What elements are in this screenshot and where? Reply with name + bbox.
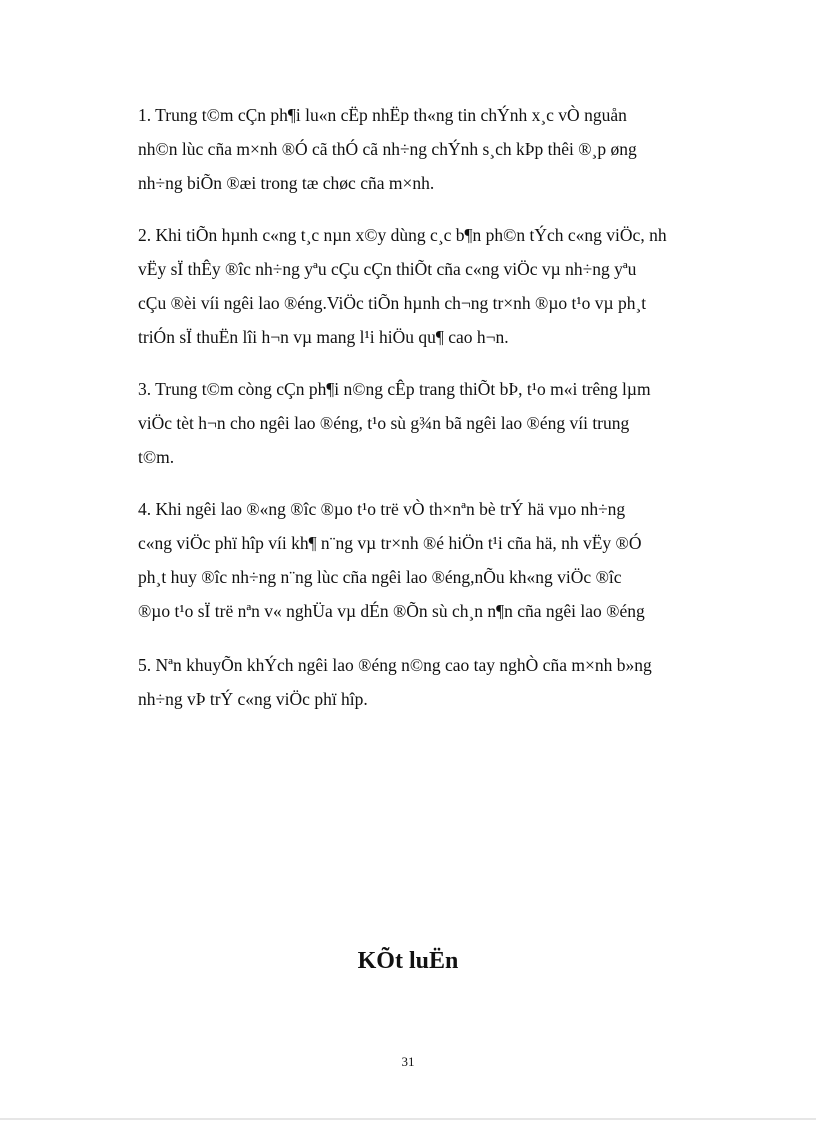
section-heading: KÕt luËn xyxy=(357,948,459,974)
page-number: 31 xyxy=(401,1054,415,1069)
paragraph-line: nh÷ng biÕn ®æi trong tæ chøc cña m×nh. xyxy=(138,173,435,193)
paragraph-line: triÓn sÏ thuËn lîi h¬n vµ mang l¹i hiÖu qu¶ cao h¬n. xyxy=(138,327,509,347)
paragraph-line: nh©n lùc cña m×nh ®Ó cã thÓ cã nh÷ng chÝnh s¸ch kÞp thêi ®¸p øng xyxy=(138,139,637,159)
paragraph-line: 3. Trung t©m còng cÇn ph¶i n©ng cÊp trang thiÕt bÞ, t¹o m«i trêng lµm xyxy=(138,379,651,399)
paragraph-line: cÇu ®èi víi ngêi lao ®éng.ViÖc tiÕn hµnh ch¬ng tr×nh ®µo t¹o vµ ph¸t xyxy=(138,293,647,313)
paragraph-3 xyxy=(138,372,716,474)
paragraph-line: viÖc tèt h¬n cho ngêi lao ®éng, t¹o sù g¾n bã ngêi lao ®éng víi trung xyxy=(138,413,630,433)
paragraph-2 xyxy=(138,218,716,354)
paragraph-line: t©m. xyxy=(138,447,175,467)
paragraph-line: 1. Trung t©m cÇn ph¶i lu«n cËp nhËp th«ng tin chÝnh x¸c vÒ nguån xyxy=(138,105,627,125)
paragraph-line: c«ng viÖc phï hîp víi kh¶ n¨ng vµ tr×nh ®é hiÖn t¹i cña hä, nh vËy ®Ó xyxy=(138,533,642,553)
page-bottom-edge xyxy=(0,1118,816,1120)
paragraph-line: vËy sÏ thÊy ®îc nh÷ng yªu cÇu cÇn thiÕt cña c«ng viÖc vµ nh÷ng yªu xyxy=(138,259,637,279)
paragraph-line: ®µo t¹o sÏ trë nªn v« nghÜa vµ dÉn ®Õn sù ch¸n n¶n cña ngêi lao ®éng xyxy=(138,601,645,621)
paragraph-line: 4. Khi ngêi lao ®«ng ®îc ®µo t¹o trë vÒ th×nªn bè trÝ hä vµo nh÷ng xyxy=(138,499,626,519)
paragraph-line: 5. Nªn khuyÕn khÝch ngêi lao ®éng n©ng cao tay nghÒ cña m×nh b»ng xyxy=(138,655,652,675)
paragraph-line: ph¸t huy ®îc nh÷ng n¨ng lùc cña ngêi lao ®éng,nÕu kh«ng viÖc ®îc xyxy=(138,567,622,587)
paragraph-4 xyxy=(138,492,716,628)
paragraph-line: 2. Khi tiÕn hµnh c«ng t¸c nµn x©y dùng c¸c b¶n ph©n tÝch c«ng viÖc, nh xyxy=(138,225,667,245)
paragraph-line: nh÷ng vÞ trÝ c«ng viÖc phï hîp. xyxy=(138,689,368,709)
paragraph-1 xyxy=(138,98,716,200)
paragraph-5 xyxy=(138,648,716,716)
